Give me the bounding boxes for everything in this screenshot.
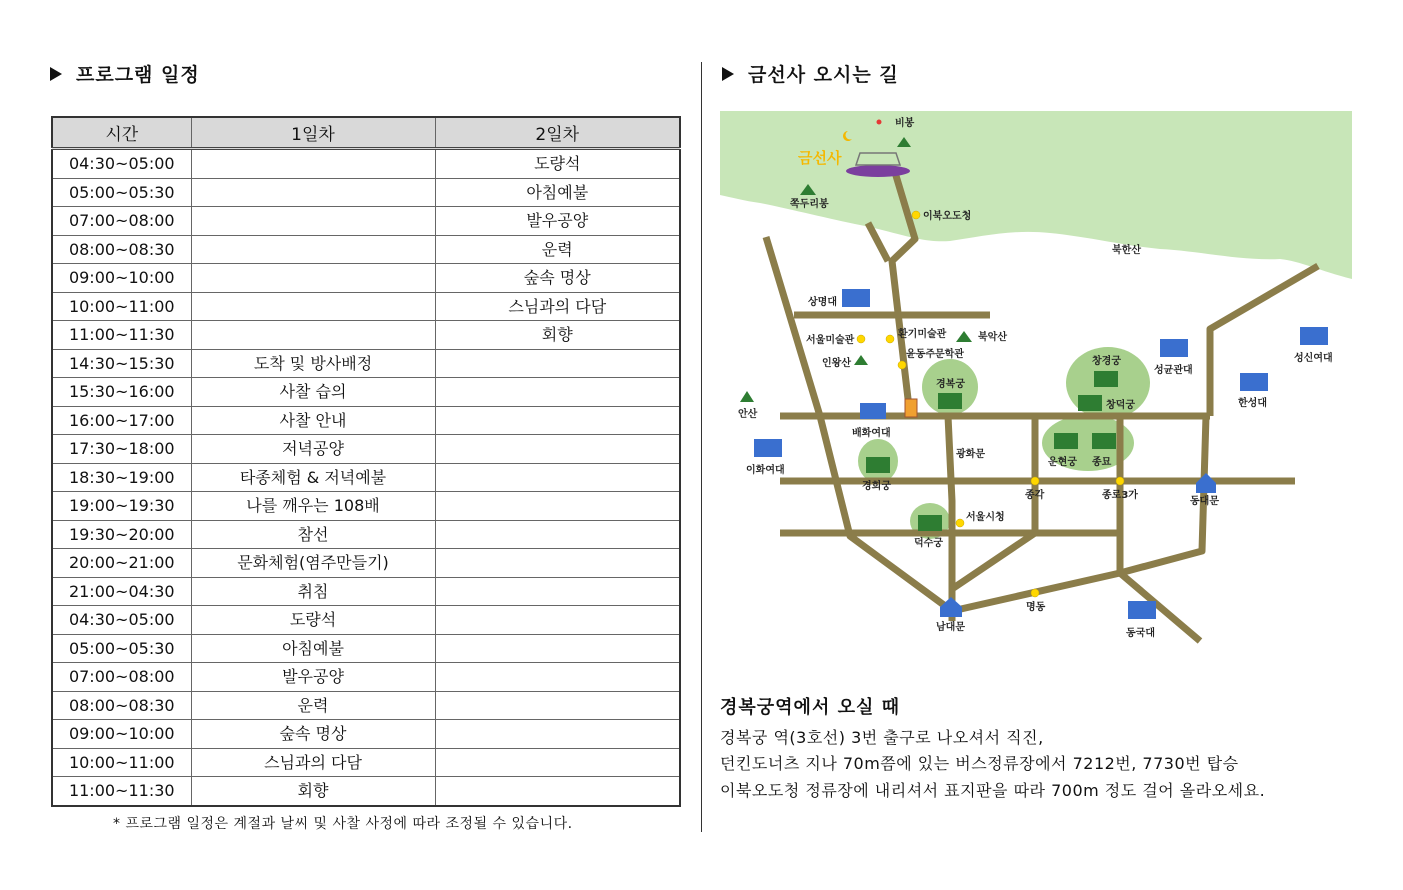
- station-dot-whanki: [886, 335, 894, 343]
- schedule-time-cell: 19:00~19:30: [52, 492, 191, 521]
- directions-line-1: 경복궁 역(3호선) 3번 출구로 나오셔서 직진,: [720, 728, 1044, 747]
- schedule-day2-cell: [435, 606, 680, 635]
- map-label-dongdaemun: 동대문: [1190, 496, 1219, 507]
- schedule-day2-cell: [435, 349, 680, 378]
- schedule-time-cell: 20:00~21:00: [52, 549, 191, 578]
- palace-icon-changgyeonggung: [1094, 371, 1118, 387]
- map-label-gyeongbokgung: 경복궁: [936, 379, 965, 390]
- station-dot-jongno3ga: [1116, 477, 1124, 485]
- schedule-day1-cell: 스님과의 다담: [191, 748, 435, 777]
- temple-label: 금선사: [798, 149, 842, 167]
- schedule-time-cell: 04:30~05:00: [52, 149, 191, 179]
- schedule-day1-cell: 아침예불: [191, 634, 435, 663]
- station-icon-gyeongbokgung: [905, 399, 917, 417]
- schedule-day1-cell: [191, 178, 435, 207]
- schedule-row: [52, 720, 680, 749]
- road-central-ns: [948, 416, 952, 621]
- schedule-day1-cell: 타종체험 & 저녁예불: [191, 463, 435, 492]
- schedule-time-cell: 07:00~08:00: [52, 207, 191, 236]
- schedule-day1-cell: 문화체험(염주만들기): [191, 549, 435, 578]
- schedule-time-cell: 07:00~08:00: [52, 663, 191, 692]
- schedule-row: [52, 634, 680, 663]
- schedule-day1-cell: 사찰 안내: [191, 406, 435, 435]
- schedule-day2-cell: 숲속 명상: [435, 264, 680, 293]
- directions-map: [720, 111, 1352, 651]
- schedule-day1-cell: 나를 깨우는 108배: [191, 492, 435, 521]
- schedule-day2-cell: [435, 549, 680, 578]
- directions-line-3: 이북오도청 정류장에 내리셔서 표지판을 따라 700m 정도 걸어 올라오세요.: [720, 781, 1266, 800]
- schedule-title: 프로그램 일정: [76, 64, 200, 86]
- directions-line-2: 던킨도너츠 지나 70m쯤에 있는 버스정류장에서 7212번, 7730번 탑승: [720, 754, 1239, 773]
- schedule-row: [52, 748, 680, 777]
- map-label-gwanghwamun: 광화문: [956, 449, 985, 460]
- schedule-row: [52, 321, 680, 350]
- schedule-day2-cell: 발우공양: [435, 207, 680, 236]
- palace-icon-changdeokgung: [1078, 395, 1102, 411]
- map-label-sungshin: 성신여대: [1294, 353, 1333, 364]
- map-label-inwangsan: 인왕산: [822, 358, 851, 369]
- university-icon-baehwa: [860, 403, 886, 419]
- schedule-row: [52, 264, 680, 293]
- schedule-day1-cell: 저녁공양: [191, 435, 435, 464]
- schedule-row: [52, 691, 680, 720]
- university-icon-hansung: [1240, 373, 1268, 391]
- schedule-row: [52, 349, 680, 378]
- schedule-time-cell: 11:00~11:30: [52, 321, 191, 350]
- university-icon-sungkyunkwan: [1160, 339, 1188, 357]
- map-label-ewha: 이화여대: [746, 465, 785, 476]
- map-label-sangmyeong: 상명대: [808, 297, 837, 308]
- map-label-ansan: 안산: [738, 409, 758, 420]
- schedule-day1-cell: [191, 264, 435, 293]
- palace-icon-gyeongbokgung: [938, 393, 962, 409]
- gate-icon-namdaemun: [940, 597, 962, 617]
- schedule-day1-cell: 사찰 습의: [191, 378, 435, 407]
- header-time: 시간: [52, 117, 191, 149]
- schedule-header-row: [52, 117, 680, 149]
- schedule-day2-cell: [435, 463, 680, 492]
- schedule-time-cell: 19:30~20:00: [52, 520, 191, 549]
- schedule-time-cell: 17:30~18:00: [52, 435, 191, 464]
- schedule-row: [52, 520, 680, 549]
- map-label-gyeonghuigung: 경희궁: [862, 481, 891, 492]
- station-dot-seoulmuseum: [857, 335, 865, 343]
- map-label-whanki: 환기미술관: [898, 329, 947, 340]
- schedule-day1-cell: 회향: [191, 777, 435, 806]
- schedule-day2-cell: [435, 406, 680, 435]
- schedule-day1-cell: [191, 292, 435, 321]
- schedule-row: [52, 577, 680, 606]
- schedule-section-title: [50, 60, 200, 87]
- map-label-bibong: 비봉: [895, 118, 915, 129]
- map-label-bugaksan: 북악산: [978, 332, 1007, 343]
- schedule-time-cell: 16:00~17:00: [52, 406, 191, 435]
- palace-icon-deoksugung: [918, 515, 942, 531]
- schedule-day2-cell: [435, 663, 680, 692]
- map-label-myeongdong: 명동: [1026, 602, 1046, 613]
- schedule-day1-cell: [191, 207, 435, 236]
- schedule-day2-cell: 도량석: [435, 149, 680, 179]
- schedule-day1-cell: 도착 및 방사배정: [191, 349, 435, 378]
- station-dot-ibuk: [912, 211, 920, 219]
- schedule-day1-cell: [191, 149, 435, 179]
- schedule-time-cell: 08:00~08:30: [52, 235, 191, 264]
- map-label-hansung: 한성대: [1238, 398, 1267, 409]
- schedule-note: * 프로그램 일정은 계절과 날씨 및 사찰 사정에 따라 조정될 수 있습니다.: [113, 816, 573, 832]
- schedule-day2-cell: 회향: [435, 321, 680, 350]
- column-divider: [701, 62, 702, 832]
- map-label-changgyeonggung: 창경궁: [1092, 356, 1121, 367]
- map-label-changdeokgung: 창덕궁: [1106, 400, 1135, 411]
- directions-title: 경복궁역에서 오실 때: [720, 697, 901, 718]
- station-dot-yundongju: [898, 361, 906, 369]
- schedule-day1-cell: 도량석: [191, 606, 435, 635]
- schedule-day2-cell: 운력: [435, 235, 680, 264]
- university-icon-sangmyeong: [842, 289, 870, 307]
- directions-section-title: [722, 60, 899, 87]
- schedule-table: [51, 116, 681, 807]
- map-label-deoksugung: 덕수궁: [914, 538, 943, 549]
- triangle-bullet-icon: [50, 67, 62, 81]
- mountain-icon-bugak: [956, 331, 972, 342]
- schedule-time-cell: 10:00~11:00: [52, 292, 191, 321]
- schedule-row: [52, 292, 680, 321]
- station-dot-myeongdong: [1031, 589, 1039, 597]
- schedule-day1-cell: 취침: [191, 577, 435, 606]
- header-day1: 1일차: [191, 117, 435, 149]
- map-label-unhyeongung: 운현궁: [1048, 457, 1077, 468]
- mountain-icon-inwang: [854, 355, 868, 365]
- palace-icon-unhyeongung: [1054, 433, 1078, 449]
- mountain-icon-ansan: [740, 391, 754, 402]
- peak-dot-icon: [877, 120, 882, 125]
- schedule-row: [52, 777, 680, 806]
- schedule-time-cell: 14:30~15:30: [52, 349, 191, 378]
- palace-icon-jongmyo: [1092, 433, 1116, 449]
- schedule-day1-cell: 운력: [191, 691, 435, 720]
- map-label-baehwa: 배화여대: [852, 428, 891, 439]
- schedule-row: [52, 378, 680, 407]
- schedule-day1-cell: 발우공양: [191, 663, 435, 692]
- schedule-day2-cell: [435, 520, 680, 549]
- schedule-time-cell: 11:00~11:30: [52, 777, 191, 806]
- map-label-bukhansan: 북한산: [1112, 245, 1141, 256]
- map-label-cityhall: 서울시청: [966, 512, 1005, 523]
- road-sejong: [952, 416, 1035, 589]
- schedule-row: [52, 606, 680, 635]
- schedule-day1-cell: 참선: [191, 520, 435, 549]
- schedule-body: [52, 149, 680, 806]
- schedule-row: [52, 435, 680, 464]
- schedule-day2-cell: [435, 748, 680, 777]
- map-label-ibuk: 이북오도청: [923, 211, 972, 222]
- schedule-time-cell: 08:00~08:30: [52, 691, 191, 720]
- map-label-sungkyunkwan: 성균관대: [1154, 365, 1193, 376]
- schedule-row: [52, 549, 680, 578]
- header-day2: 2일차: [435, 117, 680, 149]
- schedule-day2-cell: [435, 492, 680, 521]
- schedule-day2-cell: 아침예불: [435, 178, 680, 207]
- schedule-time-cell: 21:00~04:30: [52, 577, 191, 606]
- map-label-jokduri: 쪽두리봉: [790, 199, 829, 210]
- schedule-day2-cell: [435, 577, 680, 606]
- map-label-jongno3ga: 종로3가: [1102, 490, 1138, 501]
- map-label-seoulmuseum: 서울미술관: [806, 335, 855, 346]
- schedule-row: [52, 492, 680, 521]
- schedule-row: [52, 235, 680, 264]
- map-label-jongmyo: 종묘: [1092, 457, 1112, 468]
- station-dot-jonggak: [1031, 477, 1039, 485]
- station-dot-cityhall: [956, 519, 964, 527]
- schedule-time-cell: 05:00~05:30: [52, 178, 191, 207]
- temple-ground: [846, 165, 910, 177]
- schedule-row: [52, 178, 680, 207]
- map-label-dongguk: 동국대: [1126, 628, 1155, 639]
- triangle-bullet-icon: [722, 67, 734, 81]
- map-label-namdaemun: 남대문: [936, 622, 965, 633]
- gate-icon-dongdaemun: [1196, 473, 1216, 493]
- schedule-day1-cell: [191, 321, 435, 350]
- directions-section-title-text: 금선사 오시는 길: [748, 64, 899, 86]
- schedule-time-cell: 04:30~05:00: [52, 606, 191, 635]
- university-icon-sungshin: [1300, 327, 1328, 345]
- schedule-time-cell: 09:00~10:00: [52, 264, 191, 293]
- schedule-time-cell: 15:30~16:00: [52, 378, 191, 407]
- schedule-day1-cell: 숲속 명상: [191, 720, 435, 749]
- university-icon-ewha: [754, 439, 782, 457]
- schedule-day2-cell: [435, 777, 680, 806]
- schedule-time-cell: 10:00~11:00: [52, 748, 191, 777]
- schedule-time-cell: 18:30~19:00: [52, 463, 191, 492]
- schedule-row: [52, 207, 680, 236]
- schedule-day2-cell: [435, 720, 680, 749]
- schedule-row: [52, 406, 680, 435]
- schedule-time-cell: 09:00~10:00: [52, 720, 191, 749]
- map-label-yundongju: 윤동주문학관: [906, 349, 964, 360]
- schedule-day2-cell: 스님과의 다담: [435, 292, 680, 321]
- schedule-row: [52, 149, 680, 179]
- schedule-day2-cell: [435, 634, 680, 663]
- schedule-day2-cell: [435, 691, 680, 720]
- schedule-day2-cell: [435, 435, 680, 464]
- schedule-time-cell: 05:00~05:30: [52, 634, 191, 663]
- map-label-jonggak: 종각: [1025, 490, 1045, 501]
- schedule-row: [52, 463, 680, 492]
- university-icon-dongguk: [1128, 601, 1156, 619]
- palace-icon-gyeonghuigung: [866, 457, 890, 473]
- schedule-row: [52, 663, 680, 692]
- schedule-day2-cell: [435, 378, 680, 407]
- schedule-day1-cell: [191, 235, 435, 264]
